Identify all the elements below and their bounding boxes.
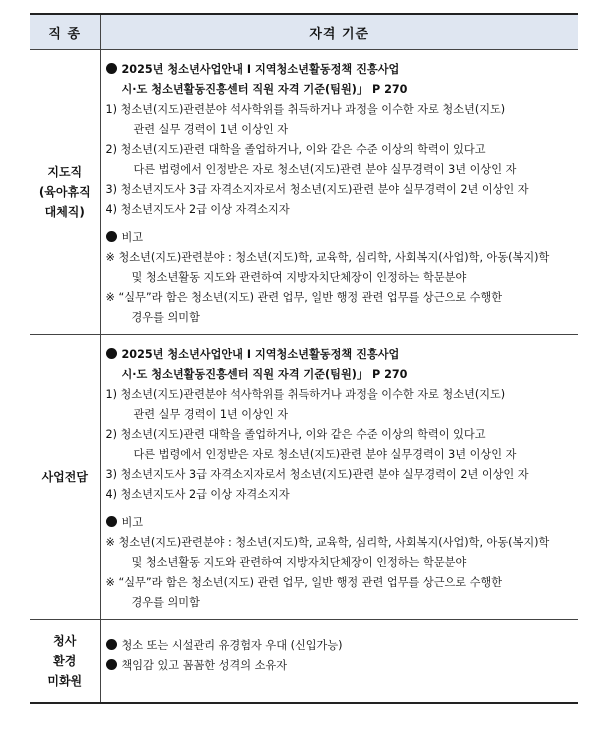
qualification-table-wrapper [30, 13, 578, 704]
category-project: 사업전담 [30, 335, 100, 620]
table-row-project [30, 335, 578, 620]
category-instructor: 지도직 (육아휴직 대체직) [30, 50, 100, 335]
bullet-icon [106, 63, 117, 74]
category-cleaning: 청사 환경 미화원 [30, 620, 100, 704]
requirement-item: 책임감 있고 꼼꼼한 성격의 소유자 [106, 656, 577, 676]
criteria-item-cont: 관련 실무 경력이 1년 이상인 자 [133, 123, 289, 136]
table-header-row [30, 14, 578, 50]
criteria-item: 4) 청소년지도사 2급 이상 자격소지자 [105, 203, 290, 216]
remark-item: ※ 청소년(지도)관련분야 : 청소년(지도)학, 교육학, 심리학, 사회복지(사업)학, 아동(복지)학 [105, 251, 550, 264]
criteria-item: 2) 청소년(지도)관련 대학을 졸업하거나, 이와 같은 수준 이상의 학력이 있다고 [105, 428, 486, 441]
table-row-cleaning [30, 620, 578, 704]
header-job-type: 직 종 [30, 14, 100, 50]
criteria-cell-cleaning [100, 620, 578, 704]
remark-item-cont: 및 청소년활동 지도와 관련하여 지방자치단체장이 인정하는 학문분야 [131, 556, 467, 569]
criteria-item: 1) 청소년(지도)관련분야 석사학위를 취득하거나 과정을 이수한 자로 청소년(지도) [105, 103, 506, 116]
source-line: 2025년 청소년사업안내 Ⅰ 지역청소년활동정책 진흥사업 [106, 60, 577, 80]
criteria-item-cont: 다른 법령에서 인정받은 자로 청소년(지도)관련 분야 실무경력이 3년 이상인 자 [133, 163, 517, 176]
criteria-cell-project [100, 335, 578, 620]
criteria-item: 3) 청소년지도사 3급 자격소지자로서 청소년(지도)관련 분야 실무경력이 2년 이상인 자 [105, 468, 529, 481]
criteria-item: 1) 청소년(지도)관련분야 석사학위를 취득하거나 과정을 이수한 자로 청소년(지도) [105, 388, 506, 401]
bullet-icon [106, 348, 117, 359]
remark-item-cont: 경우를 의미함 [131, 596, 200, 609]
source-line: 시·도 청소년활동진흥센터 직원 자격 기준(팀원)」 P 270 [121, 368, 408, 381]
criteria-item: 4) 청소년지도사 2급 이상 자격소지자 [105, 488, 290, 501]
source-line: 2025년 청소년사업안내 Ⅰ 지역청소년활동정책 진흥사업 [106, 345, 577, 365]
criteria-item: 2) 청소년(지도)관련 대학을 졸업하거나, 이와 같은 수준 이상의 학력이 있다고 [105, 143, 486, 156]
bullet-icon [106, 231, 117, 242]
qualification-table [30, 13, 578, 704]
criteria-cell-instructor [100, 50, 578, 335]
bullet-icon [106, 639, 117, 650]
criteria-item-cont: 다른 법령에서 인정받은 자로 청소년(지도)관련 분야 실무경력이 3년 이상인 자 [133, 448, 517, 461]
remark-item: ※ “실무”라 함은 청소년(지도) 관련 업무, 일반 행정 관련 업무를 상근으로 수행한 [105, 576, 503, 589]
header-qualification: 자격 기준 [100, 14, 578, 50]
remarks-title: 비고 [106, 228, 577, 248]
source-line: 시·도 청소년활동진흥센터 직원 자격 기준(팀원)」 P 270 [121, 83, 408, 96]
table-row-instructor [30, 50, 578, 335]
bullet-icon [106, 659, 117, 670]
remark-item-cont: 경우를 의미함 [131, 311, 200, 324]
criteria-item: 3) 청소년지도사 3급 자격소지자로서 청소년(지도)관련 분야 실무경력이 2년 이상인 자 [105, 183, 529, 196]
remark-item-cont: 및 청소년활동 지도와 관련하여 지방자치단체장이 인정하는 학문분야 [131, 271, 467, 284]
criteria-item-cont: 관련 실무 경력이 1년 이상인 자 [133, 408, 289, 421]
bullet-icon [106, 516, 117, 527]
remarks-title: 비고 [106, 513, 577, 533]
requirement-item: 청소 또는 시설관리 유경험자 우대 (신입가능) [106, 636, 577, 656]
remark-item: ※ “실무”라 함은 청소년(지도) 관련 업무, 일반 행정 관련 업무를 상근으로 수행한 [105, 291, 503, 304]
remark-item: ※ 청소년(지도)관련분야 : 청소년(지도)학, 교육학, 심리학, 사회복지(사업)학, 아동(복지)학 [105, 536, 550, 549]
